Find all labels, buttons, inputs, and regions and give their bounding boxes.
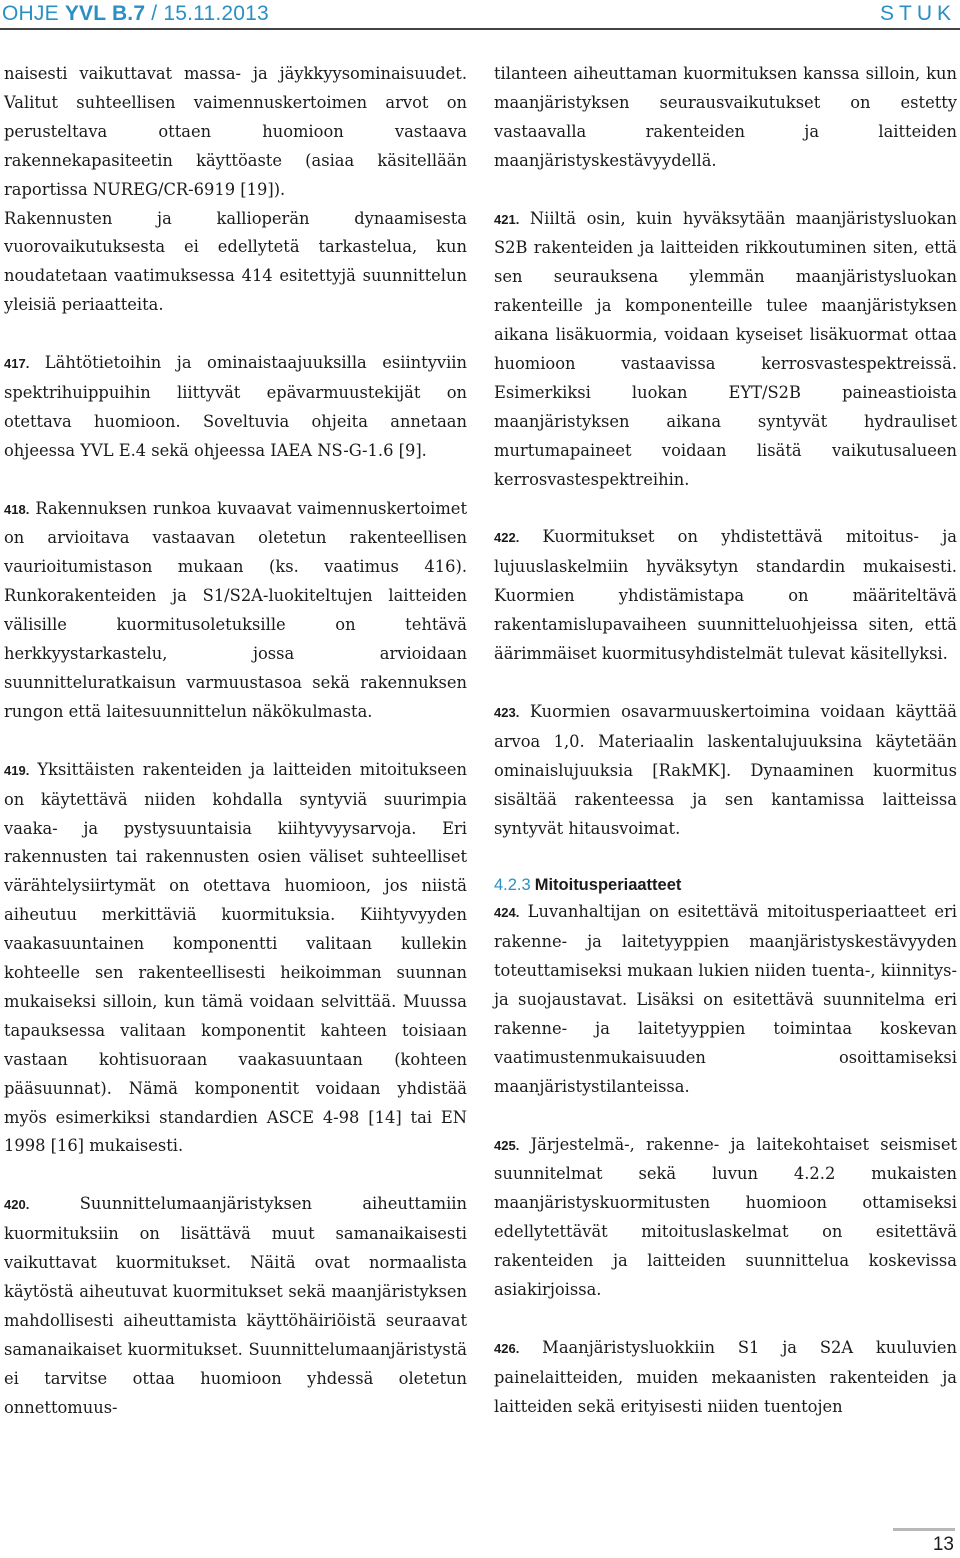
requirement-number: 418. <box>4 501 30 517</box>
section-title: Mitoitusperiaatteet <box>534 876 682 895</box>
requirement-text: Maanjäristysluokkiin S1 ja S2A kuuluvien painelaitteiden, muiden mekaanisten rakenteiden ja laitteiden sekä erityisesti niiden tuentojen <box>494 1337 957 1416</box>
doc-date: / 15.11.2013 <box>145 2 269 25</box>
requirement-text: Niiltä osin, kuin hyväksytään maanjäristysluokan S2B rakenteiden ja laitteiden rikkoutuminen siten, että sen seurauksena ylemmän maanjäristysluokan rakenteille ja komponenteille tulee maanjäristyksen aikana lisäkuormia, voidaan kyseiset lisäkuormat ottaa huomioon vastaavissa kerrosvastespektreissä. Esimerkiksi luokan EYT/S2B paineastioista maanjäristyksen aikana syntyvät hydrauliset murtumapaineet voidaan lisätä vaikutusalueen kerrosvastespektreihin. <box>494 208 957 489</box>
doc-code: YVL B.7 <box>64 2 146 25</box>
requirement-424 <box>494 898 957 1101</box>
header-divider <box>0 28 960 30</box>
requirement-number: 426. <box>494 1340 520 1356</box>
requirement-417 <box>4 349 467 466</box>
requirement-423 <box>494 698 957 844</box>
paragraph: Rakennusten ja kallioperän dynaamisesta vuorovaikutuksesta ei edellytetä tarkastelua, kun noudatetaan vaatimuksessa 414 esitettyjä suunnittelun yleisiä periaatteita. <box>4 208 467 315</box>
requirement-text: Suunnittelumaanjäristyksen aiheuttamiin kuormituksiin on lisättävä muut samanaikaisesti vaikuttavat kuormitukset. Näitä ovat normaalista käytöstä aiheutuvat kuormitukset sekä maanjäristyksen mahdollisesti aiheuttamista käyttöhäiriöistä seuraavat samanaikaiset kuormitukset. Suunnittelumaanjäristystä ei tarvitse ottaa huomioon yhdessä oletetun onnettomuus- <box>4 1194 467 1417</box>
page-number: 13 <box>932 1534 954 1555</box>
page-header <box>0 0 960 30</box>
requirement-number: 424. <box>494 905 520 921</box>
requirement-426 <box>494 1334 957 1422</box>
requirement-text: Luvanhaltijan on esitettävä mitoitusperiaatteet eri rakenne- ja laitetyyppien maanjäristyskestävyyden toteuttamiseksi mukaan lukien niiden tuenta-, kiinnitys- ja suojaustavat. Lisäksi on esitettävä suunnitelma eri rakenne- ja laitetyyppien toimintaa koskevan vaatimustenmukaisuuden osoittamiseksi maanjäristystilanteissa. <box>494 902 957 1096</box>
footer-rule <box>893 1528 955 1531</box>
requirement-number: 422. <box>494 530 520 546</box>
left-column <box>4 60 467 1423</box>
requirement-number: 419. <box>4 762 30 778</box>
requirement-number: 421. <box>494 211 520 227</box>
requirement-418 <box>4 495 467 727</box>
section-number: 4.2.3 <box>494 876 531 895</box>
requirement-419 <box>4 756 467 1162</box>
right-column <box>494 60 957 1422</box>
requirement-text: Kuormitukset on yhdistettävä mitoitus- ja lujuuslaskelmiin hyväksytyn standardin mukaisesti. Kuormien yhdistämistapa on määriteltävä rakentamislupavaiheen suunnitteluohjeissa siten, että äärimmäiset kuormitusyhdistelmät tulevat käsitellyksi. <box>494 527 957 664</box>
requirement-420 <box>4 1190 467 1422</box>
document-id <box>2 2 269 26</box>
requirement-number: 423. <box>494 704 520 720</box>
continued-paragraph: tilanteen aiheuttaman kuormituksen kanssa silloin, kun maanjäristyksen seurausvaikutukset on estetty vastaavalla rakenteiden ja laitteiden maanjäristyskestävyydellä. <box>494 64 957 170</box>
requirement-421 <box>494 205 957 495</box>
requirement-number: 417. <box>4 356 30 372</box>
continued-paragraph: naisesti vaikuttavat massa- ja jäykkyysominaisuudet. Valitut suhteellisen vaimennuskertoimen arvot on perusteltava ottaen huomioon vastaava rakennekapasiteetin käyttöaste (asiaa käsitellään raportissa NUREG/CR-6919 [19]). <box>4 64 467 199</box>
requirement-text: Lähtötietoihin ja ominaistaajuuksilla esiintyviin spektrihuippuihin liittyvät epävarmuustekijät on otettava huomioon. Soveltuvia ohjeita annetaan ohjeessa YVL E.4 sekä ohjeessa IAEA NS-G-1.6 [9]. <box>4 353 467 460</box>
requirement-text: Rakennuksen runkoa kuvaavat vaimennuskertoimet on arvioitava vastaavan oletetun rakenteellisen vaurioitumistason mukaan (ks. vaatimus 416). Runkorakenteiden ja S1/S2A-luokiteltujen laitteiden välisille kuormitusoletuksille on tehtävä herkkyystarkastelu, jossa arvioidaan suunnitteluratkaisun varmuustasoa sekä rakennuksen rungon että laitesuunnittelun näkökulmasta. <box>4 498 467 721</box>
requirement-text: Kuormien osavarmuuskertoimina voidaan käyttää arvoa 1,0. Materiaalin laskentalujuuksina käytetään ominaislujuuksia [RakMK]. Dynaaminen kuormitus sisältää rakenteessa ja sen kantamissa laitteissa syntyvät hitausvoimat. <box>494 701 957 838</box>
organization-name: STUK <box>879 2 956 25</box>
requirement-425 <box>494 1131 957 1305</box>
requirement-number: 420. <box>4 1197 30 1213</box>
doc-prefix: OHJE <box>2 2 65 25</box>
requirement-number: 425. <box>494 1137 520 1153</box>
requirement-422 <box>494 523 957 669</box>
requirement-text: Järjestelmä-, rakenne- ja laitekohtaiset seismiset suunnitelmat sekä luvun 4.2.2 mukaisten maanjäristyskuormitusten huomioon ottamiseksi edellytettävät mitoituslaskelmat on esitettävä rakenteiden ja laitteiden suunnittelua koskevissa asiakirjoissa. <box>494 1134 957 1300</box>
section-heading <box>494 872 957 898</box>
requirement-text: Yksittäisten rakenteiden ja laitteiden mitoitukseen on käytettävä niiden kohdalla syntyviä suurimpia vaaka- ja pystysuuntaisia kiihtyvyysarvoja. Eri rakennusten tai rakennusten osien väliset suhteelliset värähtelysiirtymät on otettava huomioon, jos niistä aiheutuu merkittäviä kuormituksia. Kiihtyvyyden vaakasuuntainen komponentti valitaan kullekin kohteelle sen rakenteellisesti heikoimman suunnan mukaiseksi silloin, kun tämä voidaan selvittää. Muussa tapauksessa valitaan komponentit kahteen toisiaan vastaan kohtisuoraan vaakasuuntaan (kohteen pääsuunnat). Nämä komponentit voidaan yhdistää myös esimerkiksi standardien ASCE 4-98 [14] tai EN 1998 [16] mukaisesti. <box>4 759 467 1156</box>
